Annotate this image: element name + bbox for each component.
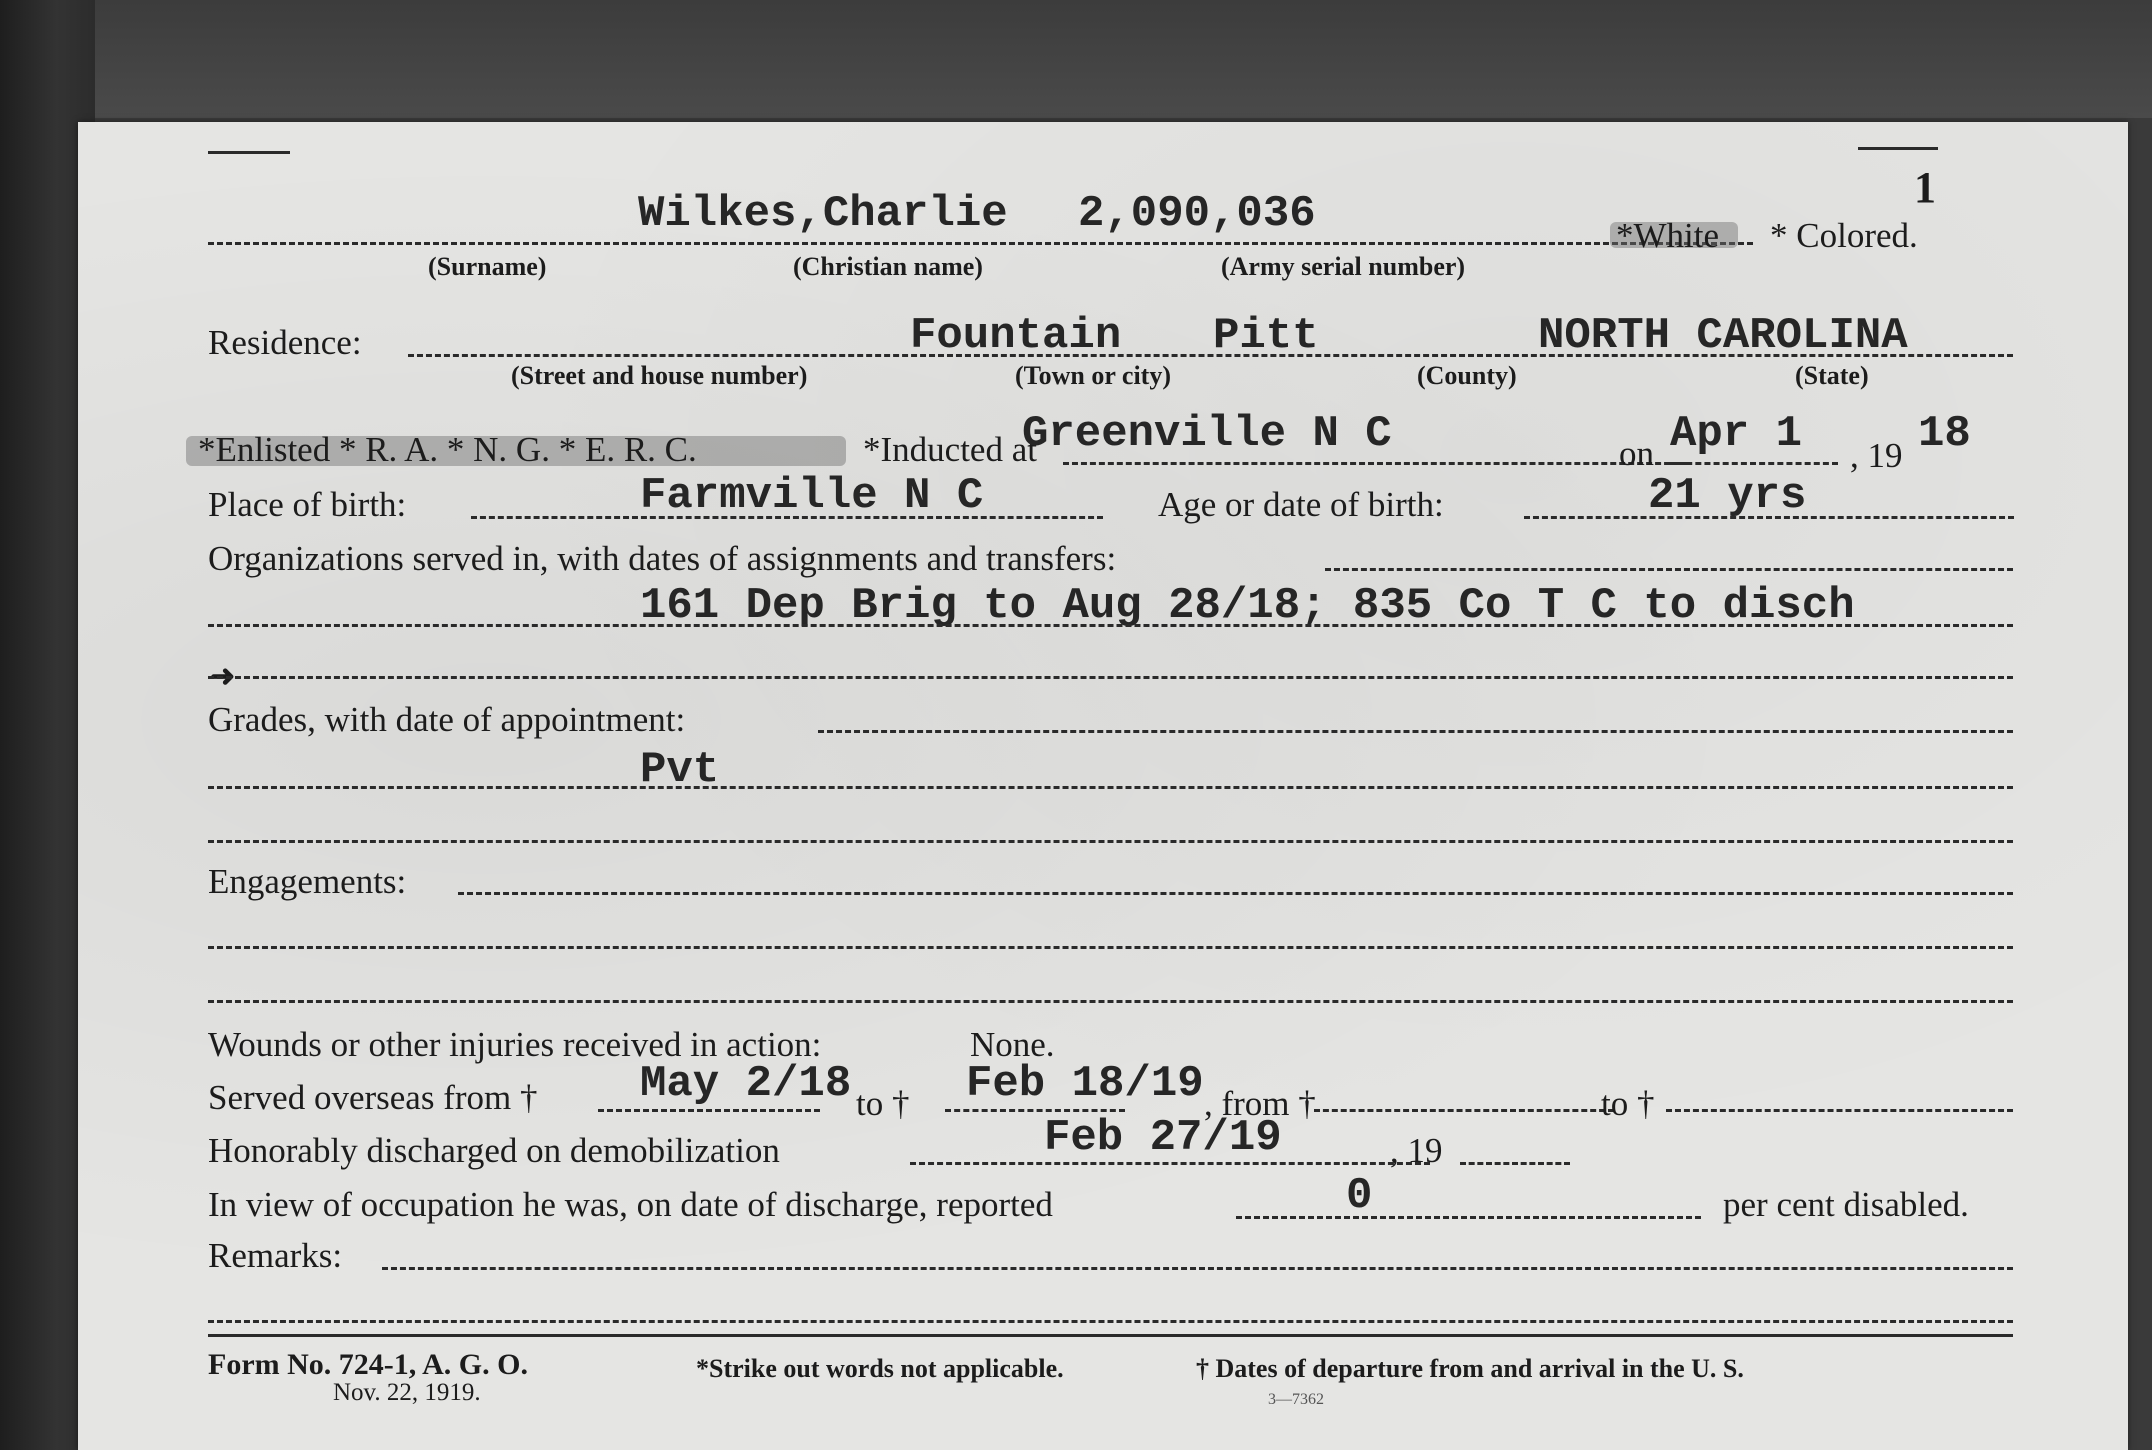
caption-surname: (Surname) xyxy=(428,252,547,281)
name-line xyxy=(208,242,1753,245)
place-of-birth-label: Place of birth: xyxy=(208,485,407,524)
race-colored-label: * Colored. xyxy=(1770,216,1918,255)
residence-town: Fountain xyxy=(910,311,1122,361)
caption-serial: (Army serial number) xyxy=(1221,252,1466,281)
induction-date: Apr 1 xyxy=(1670,409,1803,459)
form-date: Nov. 22, 1919. xyxy=(333,1379,481,1406)
organizations-line-2-rule xyxy=(208,676,2013,679)
army-serial-number: 2,090,036 xyxy=(1078,189,1316,239)
overseas-to-label: to † xyxy=(856,1084,910,1123)
overseas-to-line xyxy=(945,1109,1125,1112)
induction-year: 18 xyxy=(1918,409,1971,459)
engagements-line-2 xyxy=(208,1000,2013,1003)
overseas-to2-line xyxy=(1666,1109,2013,1112)
disability-suffix: per cent disabled. xyxy=(1723,1185,1969,1224)
scanner-background-top xyxy=(95,0,2152,118)
residence-county: Pitt xyxy=(1213,311,1319,361)
engagements-label: Engagements: xyxy=(208,862,407,901)
print-code: 3—7362 xyxy=(1268,1391,1324,1408)
residence-label: Residence: xyxy=(208,323,362,362)
overseas-to2-label: to † xyxy=(1601,1084,1655,1123)
inducted-line xyxy=(1063,462,1688,465)
overseas-from-line xyxy=(598,1109,820,1112)
arrow-mark: ➜ xyxy=(210,660,236,693)
organizations-line-1-rule xyxy=(208,624,2013,627)
induction-date-line xyxy=(1668,462,1838,465)
caption-town: (Town or city) xyxy=(1015,361,1171,390)
caption-county: (County) xyxy=(1417,361,1517,390)
wounds-value: None. xyxy=(970,1025,1055,1064)
served-overseas-label: Served overseas from † xyxy=(208,1078,538,1117)
grades-line-2 xyxy=(208,840,2013,843)
induction-year-prefix: , 19 xyxy=(1850,436,1903,475)
overseas-to-date: Feb 18/19 xyxy=(966,1059,1204,1109)
grades-label: Grades, with date of appointment: xyxy=(208,700,686,739)
inducted-label: *Inducted at xyxy=(863,430,1037,469)
overseas-from-date: May 2/18 xyxy=(640,1059,852,1109)
surname-christian-name: Wilkes,Charlie xyxy=(638,189,1008,239)
card-number: 1 xyxy=(1914,163,1936,212)
caption-state: (State) xyxy=(1795,361,1869,390)
inducted-place: Greenville N C xyxy=(1022,409,1392,459)
age-label: Age or date of birth: xyxy=(1158,485,1444,524)
engagements-line-0 xyxy=(458,892,2013,895)
place-of-birth: Farmville N C xyxy=(640,471,984,521)
disability-label: In view of occupation he was, on date of discharge, reported xyxy=(208,1185,1053,1224)
disability-value: 0 xyxy=(1346,1171,1373,1221)
remarks-label: Remarks: xyxy=(208,1236,343,1275)
form-number: Form No. 724-1, A. G. O. xyxy=(208,1348,528,1381)
organizations-line-0 xyxy=(1325,568,2013,571)
organizations-label: Organizations served in, with dates of assignments and transfers: xyxy=(208,539,1117,578)
discharge-year-line xyxy=(1460,1162,1570,1165)
discharge-date: Feb 27/19 xyxy=(1044,1113,1282,1163)
grades-line-1 xyxy=(208,786,2013,789)
strike-note: *Strike out words not applicable. xyxy=(696,1354,1064,1383)
discharge-year-prefix: , 19 xyxy=(1390,1131,1443,1170)
top-right-rule xyxy=(1858,147,1938,150)
engagements-line-1 xyxy=(208,946,2013,949)
service-record-card xyxy=(78,122,2128,1450)
grade-value: Pvt xyxy=(640,745,720,795)
remarks-line-0 xyxy=(382,1267,2013,1270)
dates-note: † Dates of departure from and arrival in the U. S. xyxy=(1196,1354,1744,1383)
caption-christian-name: (Christian name) xyxy=(793,252,983,281)
residence-state: NORTH CAROLINA xyxy=(1538,311,1908,361)
organizations-line-1: 161 Dep Brig to Aug 28/18; 835 Co T C to disch xyxy=(640,581,1855,631)
grades-line-0 xyxy=(818,730,2013,733)
discharge-label: Honorably discharged on demobilization xyxy=(208,1131,780,1170)
race-white-label: *White xyxy=(1616,216,1720,255)
enlisted-label: *Enlisted * R. A. * N. G. * E. R. C. xyxy=(198,430,697,469)
on-label: on xyxy=(1619,434,1654,473)
remarks-line-1 xyxy=(208,1320,2013,1323)
overseas-from2-label: , from † xyxy=(1204,1084,1316,1123)
disability-line xyxy=(1236,1216,1701,1219)
age-value: 21 yrs xyxy=(1648,471,1807,521)
wounds-label: Wounds or other injuries received in action: xyxy=(208,1025,822,1064)
overseas-from2-line xyxy=(1314,1109,1614,1112)
top-left-rule xyxy=(208,151,290,154)
footer-rule xyxy=(208,1334,2013,1337)
caption-street: (Street and house number) xyxy=(511,361,808,390)
